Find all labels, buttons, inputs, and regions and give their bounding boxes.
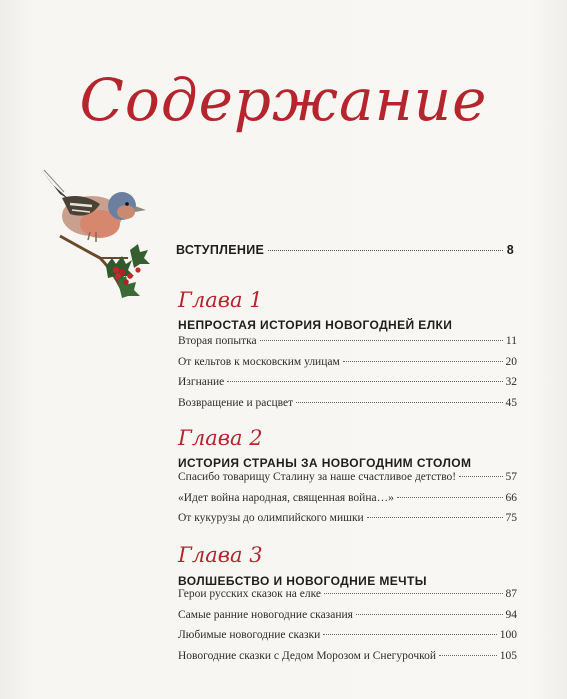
chapter-2-label: Глава 2 (178, 426, 263, 450)
chapter-3-entries (178, 584, 517, 666)
entry-page-number: 75 (505, 512, 517, 524)
intro-page-number: 8 (506, 243, 514, 257)
toc-entry[interactable] (178, 605, 517, 626)
chapter-2-title[interactable]: ИСТОРИЯ СТРАНЫ ЗА НОВОГОДНИМ СТОЛОМ (178, 456, 472, 470)
entry-title: Самые ранние новогодние сказания (178, 608, 353, 621)
dot-leader (367, 517, 503, 518)
toc-entry[interactable] (178, 625, 517, 646)
chapter-1-title[interactable]: НЕПРОСТАЯ ИСТОРИЯ НОВОГОДНЕЙ ЕЛКИ (178, 318, 453, 332)
page-title: Содержание (79, 66, 488, 134)
entry-page-number: 100 (499, 629, 517, 641)
dot-leader (227, 381, 502, 382)
entry-page-number: 105 (499, 649, 517, 662)
entry-page-number: 94 (505, 608, 517, 621)
entry-title: «Идет война народная, священная война…» (178, 491, 394, 504)
entry-title: От кукурузы до олимпийского мишки (178, 512, 364, 524)
entry-page-number: 87 (505, 588, 517, 600)
entry-page-number: 11 (505, 335, 517, 347)
entry-page-number: 57 (505, 471, 517, 483)
toc-entry[interactable] (178, 372, 517, 393)
toc-entry[interactable] (178, 488, 517, 509)
toc-entry[interactable] (178, 646, 517, 667)
entry-page-number: 32 (505, 376, 517, 388)
entry-title: Возвращение и расцвет (178, 396, 294, 409)
dot-leader (459, 476, 502, 477)
toc-entry[interactable] (178, 352, 517, 373)
toc-entry[interactable] (178, 331, 517, 352)
entry-title: Любимые новогодние сказки (178, 629, 321, 641)
dot-leader (324, 593, 502, 594)
intro-label: ВСТУПЛЕНИЕ (176, 243, 265, 257)
entry-title: От кельтов к московским улицам (178, 355, 340, 368)
chapter-3-label: Глава 3 (178, 543, 263, 567)
toc-entry[interactable] (178, 393, 517, 414)
entry-title: Вторая попытка (178, 335, 257, 347)
dot-leader (343, 361, 503, 362)
entry-page-number: 66 (505, 491, 517, 504)
entry-title: Спасибо товарищу Сталину за наше счастливое детство! (178, 471, 457, 483)
chapter-2-entries (178, 467, 517, 529)
dot-leader (356, 614, 503, 615)
intro-entry[interactable] (176, 243, 514, 257)
dot-leader (296, 402, 502, 403)
dot-leader (397, 497, 503, 498)
dot-leader (268, 250, 503, 251)
entry-title: Герои русских сказок на елке (178, 588, 322, 600)
dot-leader (260, 340, 503, 341)
entry-title: Изгнание (178, 376, 225, 388)
entry-page-number: 20 (505, 355, 517, 368)
dot-leader (439, 655, 497, 656)
dot-leader (323, 634, 496, 635)
toc-entry[interactable] (178, 584, 517, 605)
toc-entry[interactable] (178, 508, 517, 529)
entry-title: Новогодние сказки с Дедом Морозом и Снегурочкой (178, 649, 437, 662)
bird-on-holly-illustration (30, 158, 160, 298)
chapter-1-label: Глава 1 (178, 288, 263, 312)
toc-entry[interactable] (178, 467, 517, 488)
entry-page-number: 45 (505, 396, 517, 409)
chapter-3-title[interactable]: ВОЛШЕБСТВО И НОВОГОДНИЕ МЕЧТЫ (178, 574, 427, 588)
chapter-1-entries (178, 331, 517, 413)
